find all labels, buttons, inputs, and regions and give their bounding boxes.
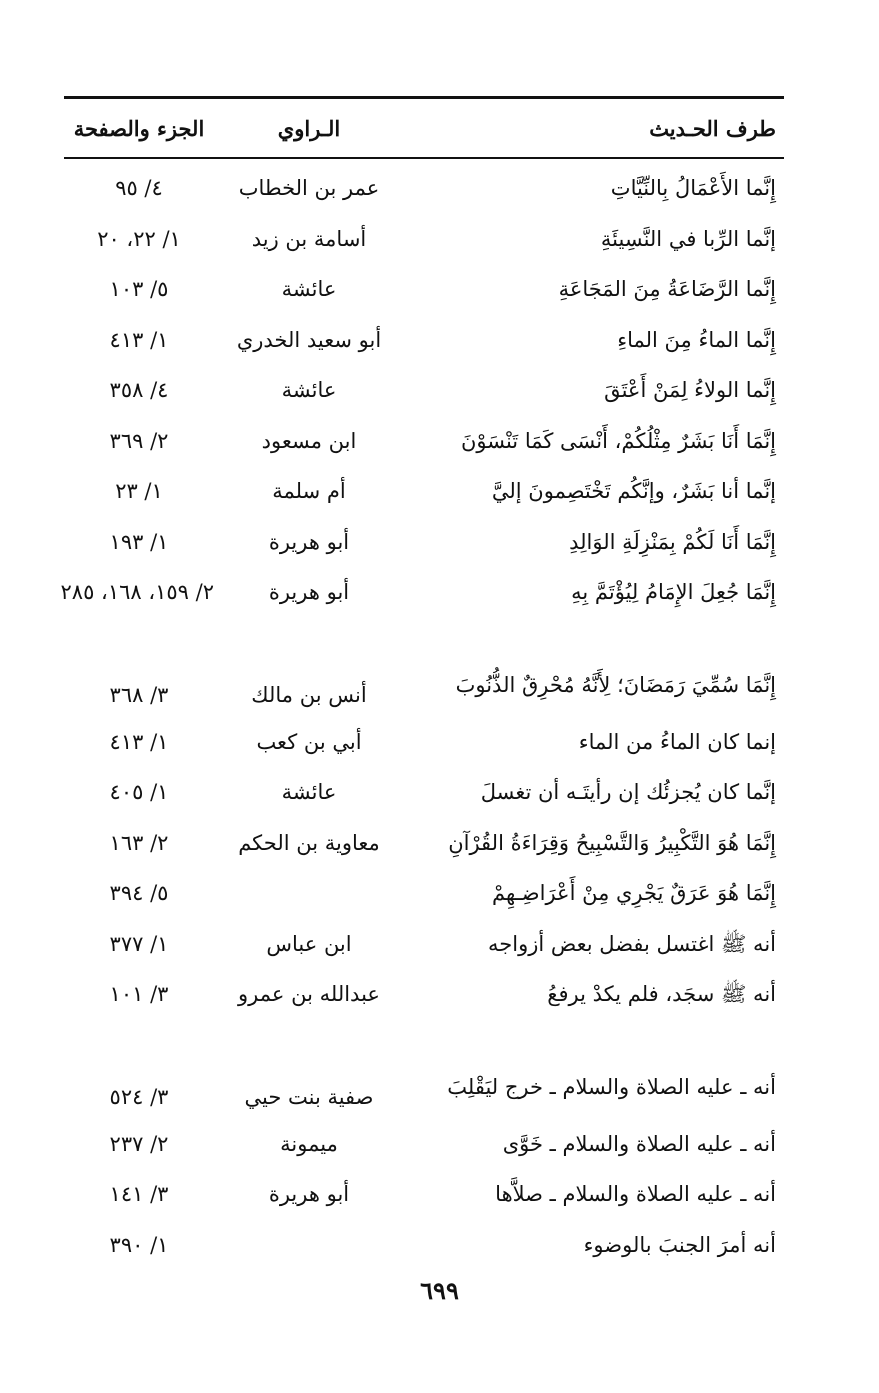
hadith-cell: إنَّما الرِّبا في النَّسِيئَةِ bbox=[600, 226, 776, 251]
hadith-cell: إِنَّمَا أَنَا لَكُمْ بِمَنْزِلَةِ الوَالِدِ bbox=[569, 529, 776, 554]
table-row bbox=[64, 264, 784, 315]
page-cell: ١/ ٤٠٥ bbox=[109, 780, 169, 805]
hadith-cell: إِنَّمَا جُعِلَ الإِمَامُ لِيُؤْتَمَّ بِهِ bbox=[571, 580, 776, 605]
table-row bbox=[64, 466, 784, 517]
rawi-cell: عائشة bbox=[281, 378, 337, 403]
table-row bbox=[64, 969, 784, 1020]
table-row bbox=[64, 416, 784, 467]
rawi-cell: معاوية بن الحكم bbox=[238, 830, 380, 855]
rawi-cell: أم سلمة bbox=[272, 479, 346, 504]
rawi-cell: ابن مسعود bbox=[261, 428, 357, 453]
rawi-cell: صفية بنت حيي bbox=[244, 1084, 374, 1109]
page-cell: ٤/ ٩٥ bbox=[115, 176, 163, 201]
page-cell: ١/ ٣٧٧ bbox=[109, 931, 169, 956]
hadith-cell: أنه ـ عليه الصلاة والسلام ـ صلاَّها bbox=[495, 1182, 776, 1207]
hadith-cell: أنه ﷺ اغتسل بفضل بعض أزواجه bbox=[488, 931, 776, 956]
hadith-cell: إنَّما أنا بَشَرٌ، وإنَّكُم تَخْتَصِمونَ إليَّ bbox=[491, 479, 776, 504]
table-row bbox=[64, 767, 784, 818]
table-row bbox=[64, 1169, 784, 1220]
page-cell: ١/ ٤١٣ bbox=[109, 729, 169, 754]
rawi-cell: عمر بن الخطاب bbox=[238, 176, 380, 201]
table-row bbox=[64, 919, 784, 970]
hadith-cell: أنه ـ عليه الصلاة والسلام ـ خَوَّى bbox=[502, 1131, 776, 1156]
rawi-cell: أبو هريرة bbox=[268, 580, 350, 605]
rawi-cell: أنس بن مالك bbox=[251, 682, 367, 707]
page-cell: ١/ ١٩٣ bbox=[109, 529, 169, 554]
hadith-cell: إِنَّمَا سُمِّيَ رَمَضَانَ؛ لِأَنَّهُ مُحْرِقٌ الذُّنُوبَ bbox=[455, 672, 776, 697]
header-rawi: الـراوي bbox=[277, 115, 341, 141]
page-cell: ٢/ ٢٣٧ bbox=[109, 1131, 169, 1156]
page-cell: ٣/ ٥٢٤ bbox=[109, 1084, 169, 1109]
table-row bbox=[64, 163, 784, 214]
hadith-cell: إِنَّما الرَّضَاعَةُ مِنَ المَجَاعَةِ bbox=[558, 277, 776, 302]
rawi-cell: ابن عباس bbox=[266, 931, 352, 956]
rawi-cell: أبي بن كعب bbox=[256, 729, 362, 754]
page-cell: ١/ ٣٩٠ bbox=[109, 1232, 169, 1257]
page-cell: ٣/ ١٤١ bbox=[109, 1182, 169, 1207]
page-number: ٦٩٩ bbox=[420, 1276, 459, 1305]
page-cell: ٤/ ٣٥٨ bbox=[109, 378, 169, 403]
rawi-cell: أبو هريرة bbox=[268, 1182, 350, 1207]
page-cell: ٣/ ١٠١ bbox=[109, 982, 169, 1007]
header-hadith: طرف الحـديث bbox=[649, 115, 776, 141]
table-row bbox=[64, 868, 784, 919]
table-row bbox=[64, 618, 784, 717]
rawi-cell: عائشة bbox=[281, 780, 337, 805]
table-row bbox=[64, 1020, 784, 1119]
rawi-cell: أبو هريرة bbox=[268, 529, 350, 554]
rawi-cell: عبدالله بن عمرو bbox=[238, 982, 380, 1007]
page-cell: ١/ ٢٣ bbox=[115, 479, 163, 504]
page-cell: ٢/ ٣٦٩ bbox=[109, 428, 169, 453]
hadith-cell: إِنَّما الولاءُ لِمَنْ أَعْتَقَ bbox=[604, 378, 776, 403]
hadith-cell: إِنَّما الأَعْمَالُ بِالنِّيَّاتِ bbox=[610, 176, 776, 201]
table-row bbox=[64, 1119, 784, 1170]
table-row bbox=[64, 315, 784, 366]
hadith-cell: إِنَّمَا أَنَا بَشَرٌ مِثْلُكُمْ، أَنْسَى كَمَا تَنْسَوْنَ bbox=[460, 428, 776, 453]
page-cell: ٥/ ١٠٣ bbox=[109, 277, 169, 302]
table-row bbox=[64, 517, 784, 568]
hadith-cell: إنَّما كان يُجزئُك إن رأيتَـه أن تغسلَ bbox=[480, 780, 776, 805]
hadith-cell: إنما كان الماءُ من الماء bbox=[578, 729, 776, 754]
hadith-cell: أنه ﷺ سجَد، فلم يكدْ يرفعُ bbox=[547, 982, 776, 1007]
table-row bbox=[64, 818, 784, 869]
page-cell: ١/ ٢٢، ٢٠ bbox=[97, 226, 181, 251]
table-row bbox=[64, 717, 784, 768]
page-cell: ١/ ٤١٣ bbox=[109, 327, 169, 352]
rawi-cell: أسامة بن زيد bbox=[251, 226, 367, 251]
hadith-cell: إِنَّمَا هُوَ التَّكْبِيرُ وَالتَّسْبِيحُ وَقِرَاءَةُ القُرْآنِ bbox=[448, 830, 776, 855]
table-row bbox=[60, 567, 784, 618]
hadith-cell: أنه أمرَ الجنبَ بالوضوء bbox=[583, 1232, 776, 1257]
rawi-cell: عائشة bbox=[281, 277, 337, 302]
table-header bbox=[64, 99, 784, 157]
page-cell: ٥/ ٣٩٤ bbox=[109, 881, 169, 906]
rawi-cell: أبو سعيد الخدري bbox=[236, 327, 382, 352]
table-row bbox=[64, 365, 784, 416]
page-cell: ٢/ ١٦٣ bbox=[109, 830, 169, 855]
page-cell: ٣/ ٣٦٨ bbox=[109, 682, 169, 707]
rawi-cell: ميمونة bbox=[280, 1131, 338, 1156]
page-cell: ٢/ ١٥٩، ١٦٨، ٢٨٥ bbox=[60, 580, 214, 605]
table-row bbox=[64, 214, 784, 265]
hadith-cell: إِنَّمَا هُوَ عَرَقٌ يَجْرِي مِنْ أَعْرَاضِـهِمْ bbox=[491, 881, 776, 906]
hadith-cell: إِنَّما الماءُ مِنَ الماءِ bbox=[617, 327, 776, 352]
index-table bbox=[60, 96, 784, 1270]
table-row bbox=[64, 1220, 784, 1271]
hadith-cell: أنه ـ عليه الصلاة والسلام ـ خرج ليَقْلِبَ bbox=[447, 1074, 776, 1099]
table-body bbox=[60, 163, 784, 1270]
header-page: الجزء والصفحة bbox=[73, 115, 205, 141]
header-rule bbox=[64, 157, 784, 159]
